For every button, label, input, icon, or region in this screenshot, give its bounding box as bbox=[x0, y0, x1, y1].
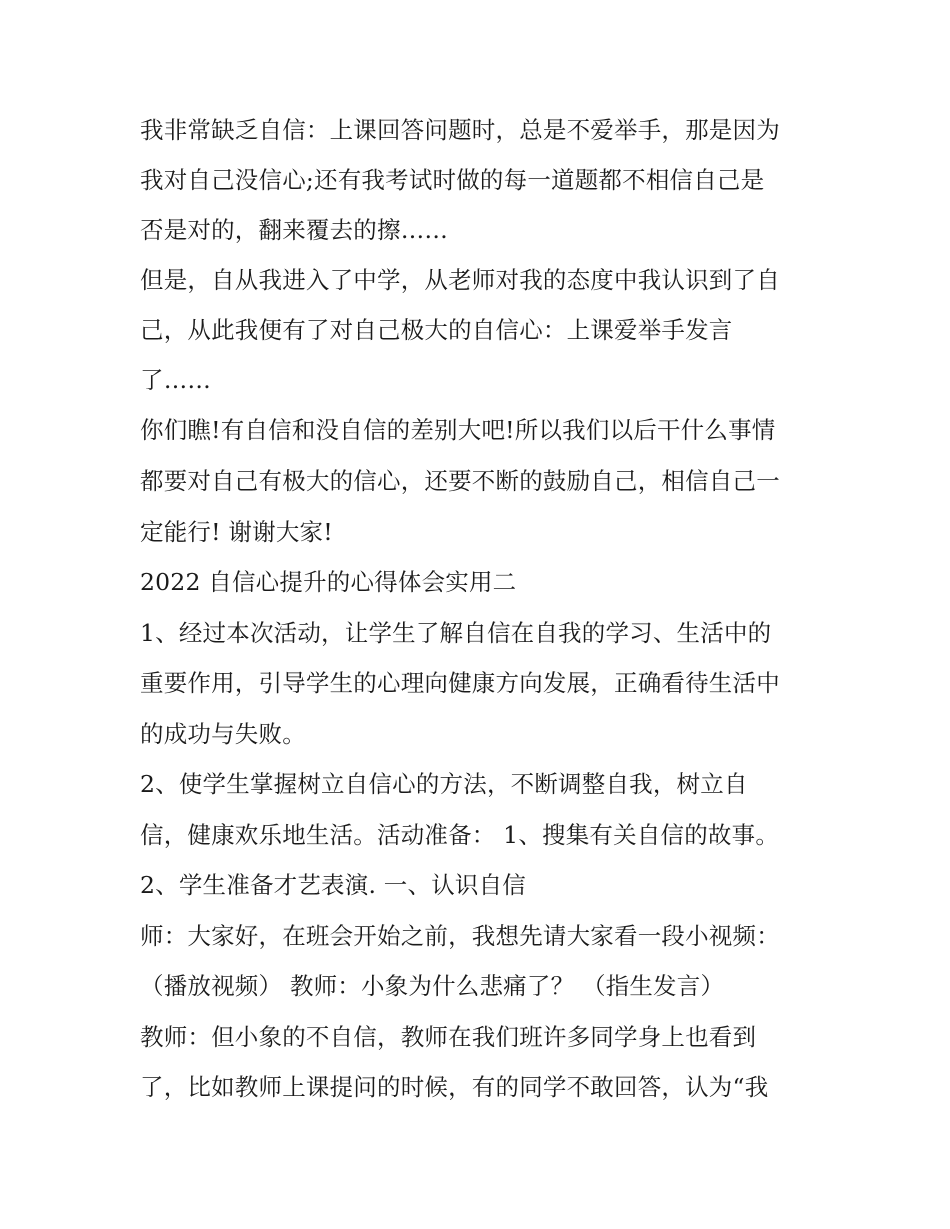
text-line: 师：大家好，在班会开始之前，我想先请大家看一段小视频： bbox=[140, 922, 780, 950]
text-line: 重要作用，引导学生的心理向健康方向发展，正确看待生活中 bbox=[140, 669, 780, 697]
text-line: 的成功与失败。 bbox=[140, 720, 306, 748]
text-line: 2、学生准备才艺表演. 一、认识自信 bbox=[140, 871, 526, 899]
text-line: 2、使学生掌握树立自信心的方法，不断调整自我，树立自 bbox=[140, 770, 748, 798]
section-heading: 2022 自信心提升的心得体会实用二 bbox=[140, 568, 517, 596]
text-line: 我对自己没信心;还有我考试时做的每一道题都不相信自己是 bbox=[140, 166, 765, 194]
text-line: 但是，自从我进入了中学，从老师对我的态度中我认识到了自 bbox=[140, 266, 780, 294]
text-line: 都要对自己有极大的信心，还要不断的鼓励自己，相信自己一 bbox=[140, 467, 780, 495]
text-line: 我非常缺乏自信：上课回答问题时，总是不爱举手，那是因为 bbox=[140, 116, 780, 144]
text-line: （播放视频） 教师：小象为什么悲痛了？ （指生发言） bbox=[140, 972, 725, 1000]
text-line: 教师：但小象的不自信，教师在我们班许多同学身上也看到 bbox=[140, 1023, 757, 1051]
text-line: 1、经过本次活动，让学生了解自信在自我的学习、生活中的 bbox=[140, 619, 772, 647]
text-line: 定能行! 谢谢大家! bbox=[140, 518, 333, 546]
text-line: 己，从此我便有了对自己极大的自信心：上课爱举手发言 bbox=[140, 316, 733, 344]
text-line: 了…… bbox=[140, 366, 212, 394]
text-line: 了，比如教师上课提问的时候，有的同学不敢回答，认为“我 bbox=[140, 1073, 769, 1101]
text-line: 否是对的，翻来覆去的擦…… bbox=[140, 216, 449, 244]
text-line: 信，健康欢乐地生活。活动准备： 1、搜集有关自信的故事。 bbox=[140, 821, 780, 849]
text-line: 你们瞧!有自信和没自信的差别大吧!所以我们以后干什么事情 bbox=[140, 416, 776, 444]
